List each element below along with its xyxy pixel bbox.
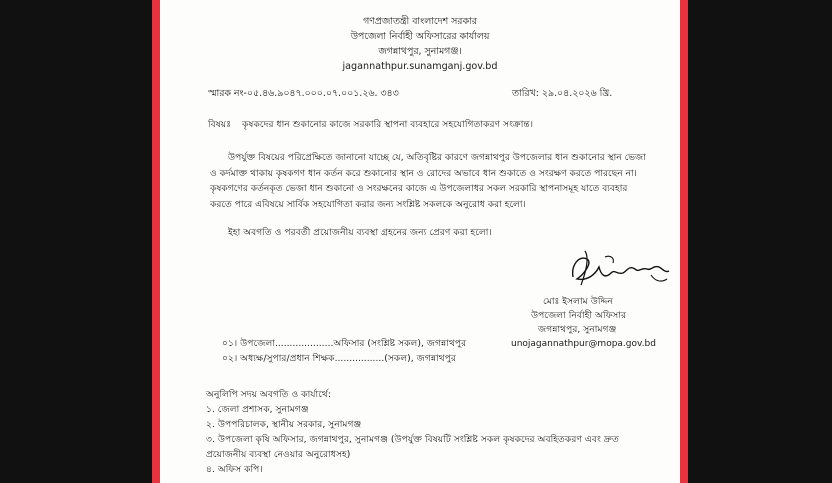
signatory-location: জগন্নাথপুর, সুনামগঞ্জ — [538, 324, 617, 335]
signatory-designation: উপজেলা নির্বাহী অফিসার — [531, 310, 627, 321]
copy-item: ১. জেলা প্রশাসক, সুনামগঞ্জ — [206, 404, 309, 415]
copy-item: ৩. উপজেলা কৃষি অফিসার, জগন্নাথপুর, সুনামগঞ্জ (উপর্যুক্ত বিষয়টি সংশ্লিষ্ট সকল কৃষকদের অবহিতকরণ এবং দ্রুত — [206, 434, 619, 445]
signature-image — [565, 245, 675, 295]
copy-item: প্রয়োজনীয় ব্যবস্থা নেওয়ার অনুরোধসহ) — [206, 449, 351, 460]
office-website: jagannathpur.sunamganj.gov.bd — [342, 61, 498, 72]
copy-item: ৪. অফিস কপি। — [206, 464, 263, 475]
recipient-item: ০২। অধ্যক্ষ/সুপার/প্রধান শিক্ষক.................(সকল), জগন্নাথপুর — [222, 353, 456, 364]
signatory-email: unojagannathpur@mopa.gov.bd — [511, 339, 656, 349]
office-title: উপজেলা নির্বাহী অফিসারের কার্যালয় — [350, 31, 490, 42]
copies-heading: অনুলিপি সদয় অবগতি ও কার্যার্থে: — [206, 389, 331, 400]
subject-label: বিষয়ঃ — [208, 119, 232, 130]
subject-text: কৃষকদের ধান শুকানোর কাজে সরকারি স্থাপনা ব্যবহারে সহযোগিতাকরণ সংক্রান্ত। — [242, 119, 533, 130]
office-location: জগন্নাথপুর, সুনামগঞ্জ। — [378, 46, 462, 57]
memo-reference: স্মারক নং-০৫.৪৬.৯০৪৭.০০০.০৭.০০১.২৬. ৩৪৩ — [208, 88, 399, 99]
signatory-name: মোঃ ইসলাম উদ্দিন — [543, 296, 613, 307]
copy-item: ২. উপপরিচালক, স্থানীয় সরকার, সুনামগঞ্জ — [206, 419, 362, 430]
body-closing: ইহা অবগতি ও পরবর্তী প্রয়োজনীয় ব্যবস্থা গ্রহনের জন্য প্রেরণ করা হলো। — [228, 227, 492, 238]
body-paragraph: উপর্যুক্ত বিষয়ের পরিপ্রেক্ষিতে জানানো যাচ্ছে যে, অতিবৃষ্টির কারণে জগন্নাথপুর উপজেলার ধান শুকানোর স্থান ভেজা ও কর্দমাক্ত থাকায় কৃষকগণ ধান কর্তন করে শুকানোর স্থান ও রোদের অভাবে ধান শুকাতে ও সংরক্ষণ করতে পারছেন না। কৃষকগণের কর্তনকৃত ভেজা ধান শুকানো ও সংরক্ষনের কাজে এ উপজেলাধর সকল সরকারি স্থাপনাসমূহ যাতে ব্যবহার করতে পারে এবিষয়ে সার্বিক সহযোগিতা করার জন্য সংশ্লিষ্ট সকলকে অনুরোধ করা হলো। — [210, 153, 646, 210]
document-page — [160, 0, 680, 483]
govt-title: গণপ্রজাতন্ত্রী বাংলাদেশ সরকার — [363, 16, 477, 27]
recipient-item: ০১। উপজেলা....................অফিসার (সংশ্লিষ্ট সকল), জগন্নাথপুর — [222, 338, 467, 349]
memo-date: তারিখ: ২৯.০৪.২০২৬ খ্রি. — [512, 88, 613, 99]
